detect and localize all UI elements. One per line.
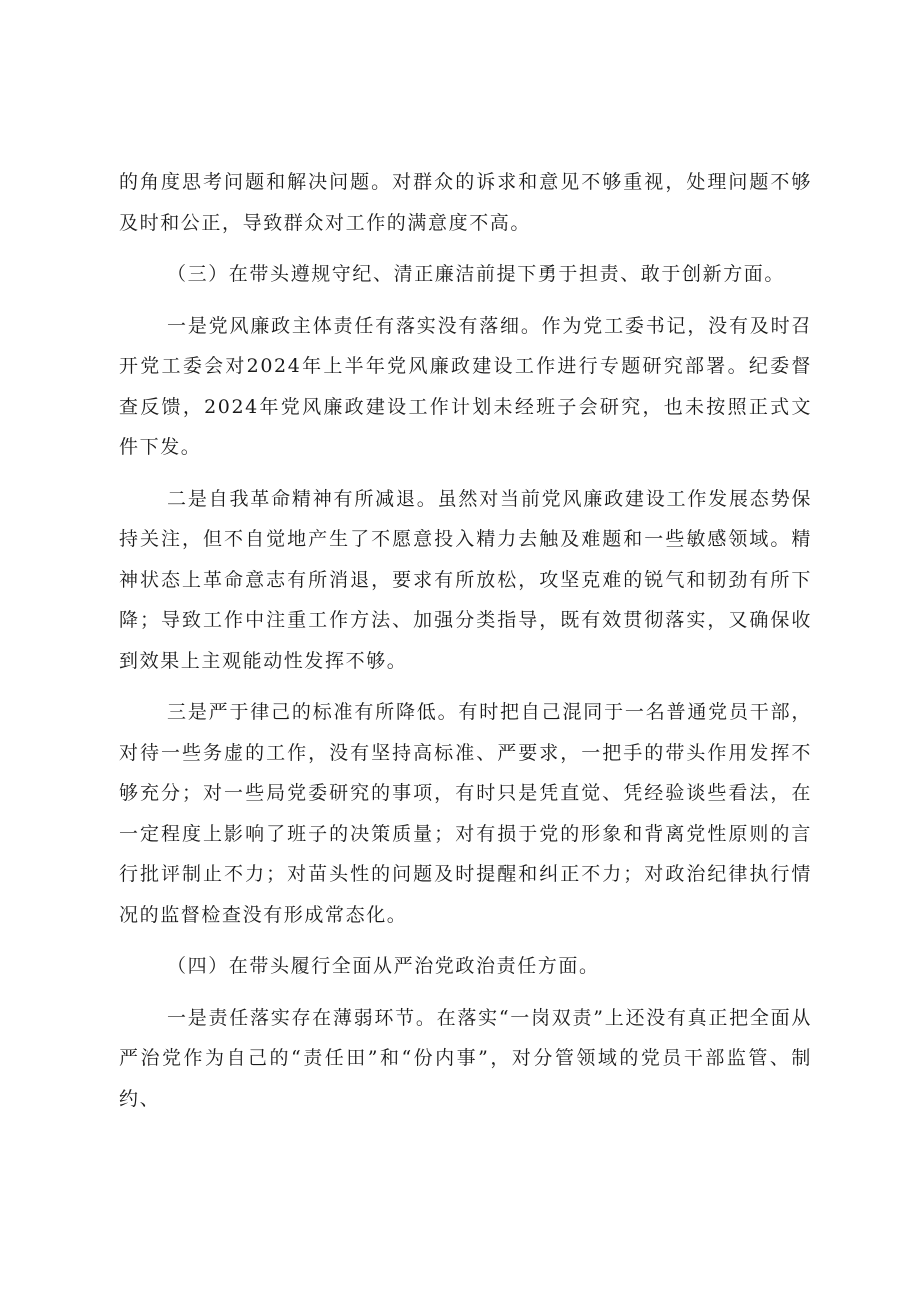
paragraph-section-four-point-one: 一是责任落实存在薄弱环节。在落实“一岗双责”上还没有真正把全面从严治党作为自己的“责任田”和“份内事”，对分管领域的党员干部监管、制约、 <box>119 1006 812 1110</box>
paragraph-point-one: 一是党风廉政主体责任有落实没有落细。作为党工委书记，没有及时召开党工委会对2024年上半年党风廉政建设工作进行专题研究部署。纪委督查反馈，2024年党风廉政建设工作计划未经班子会研究，也未按照正式文件下发。 <box>119 314 812 458</box>
paragraph-continuation: 的角度思考问题和解决问题。对群众的诉求和意见不够重视，处理问题不够及时和公正，导致群众对工作的满意度不高。 <box>119 171 812 234</box>
document-body <box>119 162 812 1130</box>
paragraph-point-two: 二是自我革命精神有所减退。虽然对当前党风廉政建设工作发展态势保持关注，但不自觉地产生了不愿意投入精力去触及难题和一些敏感领域。精神状态上革命意志有所消退，要求有所放松，攻坚克难的锐气和韧劲有所下降；导致工作中注重工作方法、加强分类指导，既有效贯彻落实，又确保收到效果上主观能动性发挥不够。 <box>119 487 812 672</box>
section-heading-three: （三）在带头遵规守纪、清正廉洁前提下勇于担责、敢于创新方面。 <box>167 263 786 285</box>
paragraph-point-three: 三是严于律己的标准有所降低。有时把自己混同于一名普通党员干部，对待一些务虚的工作，没有坚持高标准、严要求，一把手的带头作用发挥不够充分；对一些局党委研究的事项，有时只是凭直觉、凭经验谈些看法，在一定程度上影响了班子的决策质量；对有损于党的形象和背离党性原则的言行批评制止不力；对苗头性的问题及时提醒和纠正不力；对政治纪律执行情况的监督检查没有形成常态化。 <box>119 701 812 926</box>
section-heading-four: （四）在带头履行全面从严治党政治责任方面。 <box>167 955 600 977</box>
